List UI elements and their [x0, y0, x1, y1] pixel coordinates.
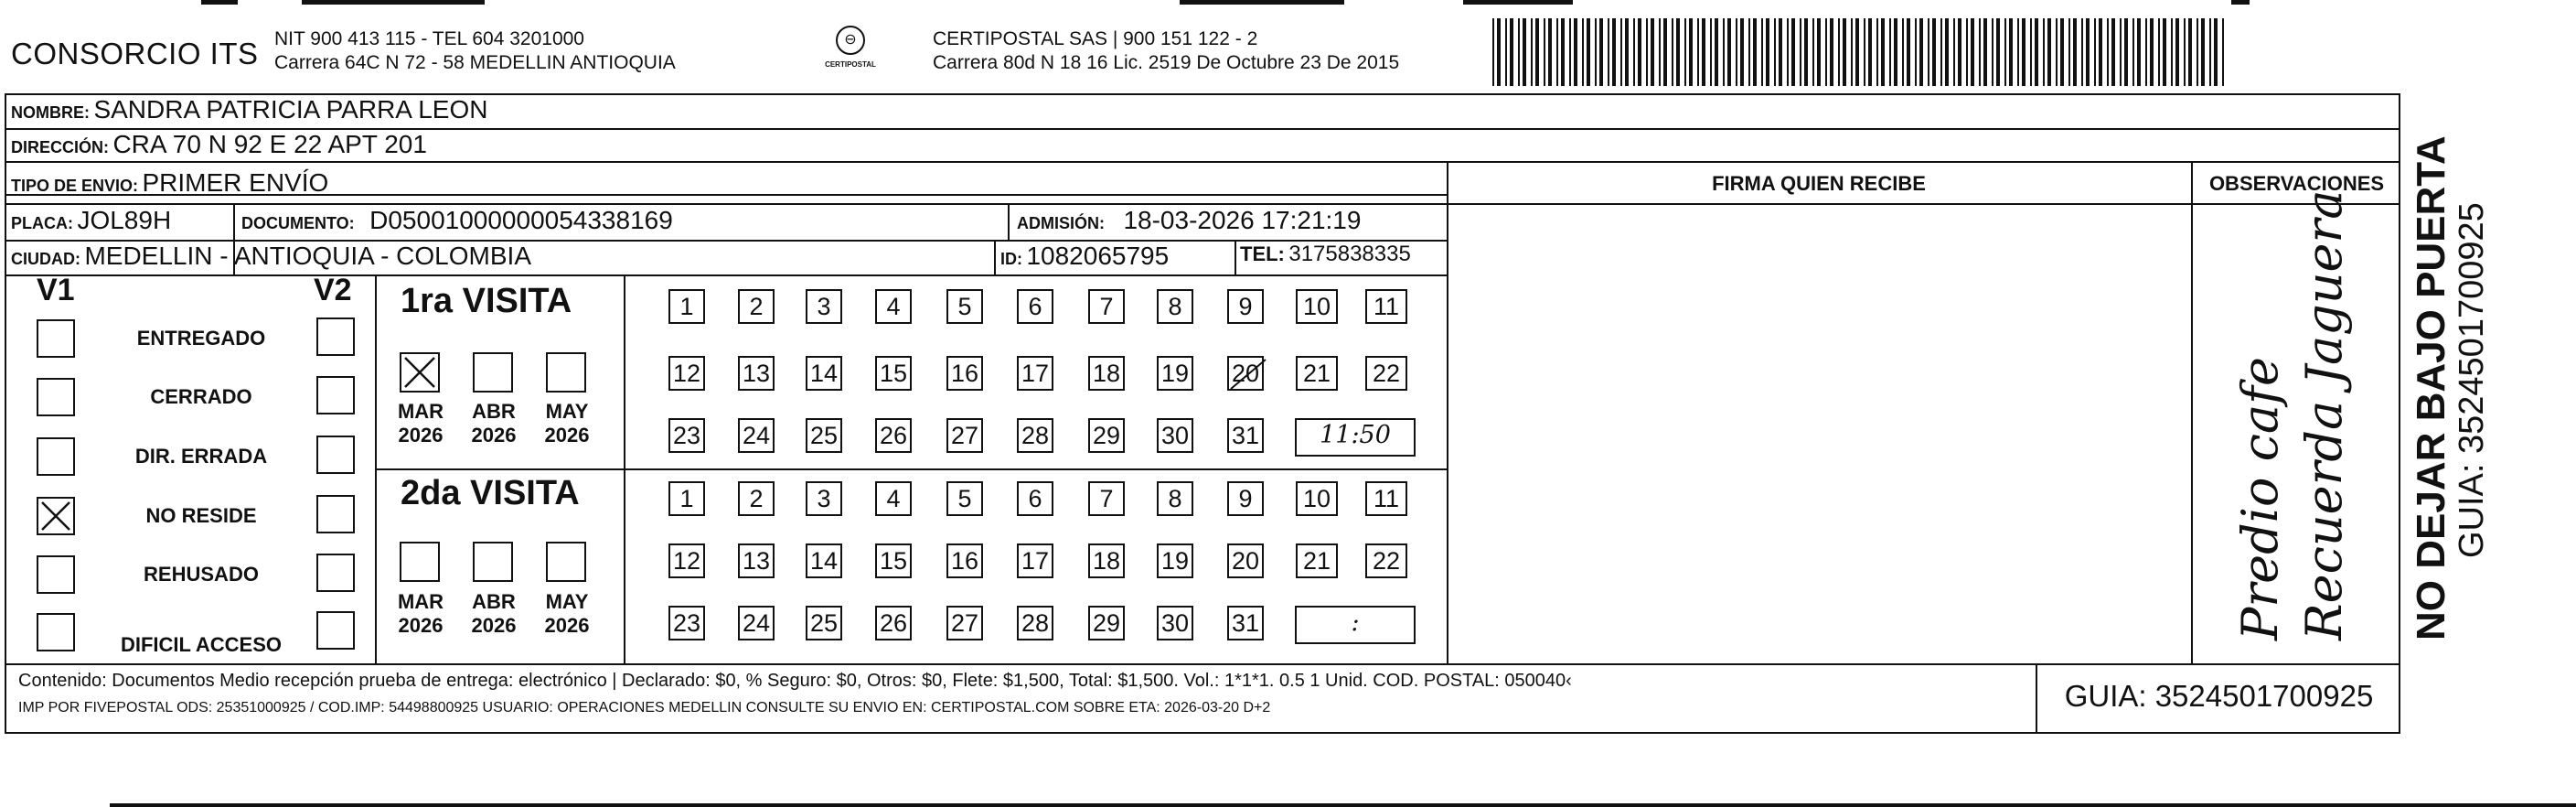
nombre-row: [11, 95, 487, 124]
month-checkbox[interactable]: [546, 542, 586, 582]
month-year: 2026: [471, 614, 517, 637]
day-10[interactable]: 10: [1296, 289, 1338, 324]
barcode-bar: [1868, 18, 1872, 86]
barcode-bar: [1672, 18, 1673, 86]
logo-text: CERTIPOSTAL: [825, 60, 876, 69]
day-7[interactable]: 7: [1088, 481, 1125, 516]
day-17[interactable]: 17: [1017, 543, 1053, 578]
observaciones-handwriting-2: Recuerda Jaguera: [2295, 189, 2353, 640]
barcode-bar: [2047, 18, 2051, 86]
barcode-bar: [1983, 18, 1987, 86]
barcode-bar: [1915, 18, 1917, 86]
day-19[interactable]: 19: [1157, 356, 1193, 391]
barcode-bar: [2099, 18, 2102, 86]
month-checkbox[interactable]: [473, 542, 513, 582]
barcode-bar: [1830, 18, 1833, 86]
documento-value: D05001000000054338169: [369, 206, 673, 234]
barcode-bar: [1510, 18, 1513, 86]
month-checkbox[interactable]: [546, 352, 586, 393]
day-25[interactable]: 25: [806, 418, 842, 453]
day-4[interactable]: 4: [875, 481, 912, 516]
day-26[interactable]: 26: [875, 418, 912, 453]
barcode-bar: [2081, 18, 2083, 86]
barcode-bar: [1556, 18, 1558, 86]
barcode-bar: [1996, 18, 2000, 86]
day-1[interactable]: 1: [668, 289, 705, 324]
nombre-value: SANDRA PATRICIA PARRA LEON: [93, 95, 488, 124]
barcode-bar: [2086, 18, 2090, 86]
company-address: Carrera 64C N 72 - 58 MEDELLIN ANTIOQUIA: [274, 52, 676, 73]
barcode-bar: [1518, 18, 1520, 86]
barcode-bar: [2158, 18, 2160, 86]
barcode-bar: [1817, 18, 1821, 86]
day-9[interactable]: 9: [1227, 481, 1264, 516]
barcode-bar: [1676, 18, 1680, 86]
placa-value: JOL89H: [77, 206, 172, 234]
day-12[interactable]: 12: [668, 356, 705, 391]
v1-label: V1: [37, 273, 75, 307]
barcode-bar: [2107, 18, 2109, 86]
day-29[interactable]: 29: [1088, 606, 1125, 640]
month-name: MAR: [397, 590, 444, 613]
tipo-label: TIPO DE ENVIO:: [11, 177, 139, 195]
month-name: ABR: [472, 400, 516, 423]
day-15[interactable]: 15: [875, 543, 912, 578]
barcode-bar: [1523, 18, 1526, 86]
month-name: ABR: [472, 590, 516, 613]
day-21[interactable]: 21: [1296, 356, 1338, 391]
ciudad-row: [11, 242, 531, 271]
barcode-bar: [1940, 18, 1942, 86]
day-13[interactable]: 13: [738, 543, 775, 578]
day-7[interactable]: 7: [1088, 289, 1125, 324]
barcode-bar: [2209, 18, 2211, 86]
day-24[interactable]: 24: [738, 418, 775, 453]
company-nit: NIT 900 413 115 - TEL 604 3201000: [274, 28, 584, 49]
day-19[interactable]: 19: [1157, 543, 1193, 578]
day-5[interactable]: 5: [946, 289, 983, 324]
status-label: NO RESIDE: [145, 504, 257, 527]
month-label: [389, 590, 453, 638]
month-label: [462, 400, 526, 447]
day-11[interactable]: 11: [1365, 289, 1407, 324]
barcode-bar: [1825, 18, 1827, 86]
barcode-bar: [1902, 18, 1904, 86]
side-warning: NO DEJAR BAJO PUERTA: [2409, 135, 2453, 640]
day-25[interactable]: 25: [806, 606, 842, 640]
barcode-bar: [1710, 18, 1712, 86]
barcode-bar: [2009, 18, 2013, 86]
barcode-bar: [1774, 18, 1776, 86]
day-2[interactable]: 2: [738, 289, 775, 324]
barcode-bar: [2132, 18, 2134, 86]
barcode-bar: [1791, 18, 1795, 86]
barcode-bar: [1945, 18, 1949, 86]
month-name: MAY: [545, 400, 589, 423]
footer-imp: IMP POR FIVEPOSTAL ODS: 25351000925 / COD.IMP: 54498800925 USUARIO: OPERACIONES MEDELLIN CONSULTE SU ENVIO EN: CERTIPOSTAL.COM SOBRE ETA: 2026-03-20 D+2: [18, 700, 1271, 716]
month-label: [535, 590, 599, 638]
barcode-bar: [1548, 18, 1552, 86]
barcode-bar: [1748, 18, 1750, 86]
barcode-bar: [1574, 18, 1577, 86]
barcode-bar: [1651, 18, 1654, 86]
day-15[interactable]: 15: [875, 356, 912, 391]
barcode-bar: [1800, 18, 1801, 86]
certipostal-logo: [814, 26, 887, 81]
month-year: 2026: [398, 614, 444, 637]
direccion-row: [11, 130, 427, 159]
barcode-bar: [1620, 18, 1622, 86]
barcode-bar: [1740, 18, 1744, 86]
barcode-bar: [1958, 18, 1961, 86]
status-label: DIFICIL ACCESO: [120, 633, 282, 656]
day-24[interactable]: 24: [738, 606, 775, 640]
barcode-bar: [1843, 18, 1846, 86]
barcode-bar: [2035, 18, 2038, 86]
id-row: [1000, 242, 1169, 271]
barcode-bar: [2163, 18, 2166, 86]
status-label: ENTREGADO: [136, 327, 266, 350]
time-box[interactable]: :: [1295, 606, 1416, 644]
barcode-bar: [1663, 18, 1667, 86]
barcode-bar: [1727, 18, 1731, 86]
certipostal-address: Carrera 80d N 18 16 Lic. 2519 De Octubre 23 De 2015: [933, 52, 1400, 73]
barcode-bar: [1535, 18, 1539, 86]
barcode-bar: [1608, 18, 1609, 86]
barcode-bar: [2150, 18, 2154, 86]
barcode-bar: [1787, 18, 1789, 86]
barcode-bar: [1838, 18, 1840, 86]
barcode-bar: [1812, 18, 1814, 86]
barcode-bar: [2214, 18, 2218, 86]
barcode-bar: [2022, 18, 2026, 86]
barcode-bar: [1531, 18, 1533, 86]
placa-row: [11, 206, 171, 235]
v2-checkbox[interactable]: [316, 376, 355, 414]
top-edge-marks: [0, 0, 2576, 5]
day-12[interactable]: 12: [668, 543, 705, 578]
observaciones-handwriting-1: Predio cafe: [2231, 357, 2289, 640]
barcode-bar: [1761, 18, 1763, 86]
day-18[interactable]: 18: [1088, 356, 1125, 391]
observaciones-label: OBSERVACIONES: [2208, 172, 2385, 195]
id-label: ID:: [1000, 250, 1022, 268]
v2-checkbox[interactable]: [316, 436, 355, 474]
barcode-bar: [1497, 18, 1501, 86]
day-6[interactable]: 6: [1017, 289, 1053, 324]
status-label: CERRADO: [150, 385, 252, 408]
v1-checkbox[interactable]: [37, 437, 75, 476]
month-label: [462, 590, 526, 638]
barcode-bar: [1855, 18, 1859, 86]
day-1[interactable]: 1: [668, 481, 705, 516]
status-label: REHUSADO: [144, 563, 259, 586]
barcode-bar: [1953, 18, 1955, 86]
v1-checkbox[interactable]: [37, 319, 75, 358]
month-year: 2026: [471, 424, 517, 447]
barcode-bar: [2073, 18, 2077, 86]
barcode-bar: [2120, 18, 2122, 86]
day-17[interactable]: 17: [1017, 356, 1053, 391]
status-label: DIR. ERRADA: [134, 445, 268, 468]
logo-icon: ⊖: [836, 26, 865, 55]
barcode-bar: [1804, 18, 1808, 86]
day-3[interactable]: 3: [806, 481, 842, 516]
tel-value: 3175838335: [1288, 242, 1411, 266]
day-4[interactable]: 4: [875, 289, 912, 324]
month-checkbox[interactable]: [473, 352, 513, 393]
day-26[interactable]: 26: [875, 606, 912, 640]
day-3[interactable]: 3: [806, 289, 842, 324]
day-23[interactable]: 23: [668, 606, 705, 640]
month-year: 2026: [544, 424, 590, 447]
tipo-value: PRIMER ENVÍO: [142, 168, 329, 197]
barcode-bar: [1646, 18, 1648, 86]
barcode-bar: [2004, 18, 2006, 86]
barcode-bar: [1544, 18, 1545, 86]
day-20[interactable]: 20: [1227, 543, 1264, 578]
v1-checkbox[interactable]: [37, 613, 75, 651]
side-guia: GUIA: 3524501700925: [2453, 202, 2491, 558]
certipostal-info: [933, 27, 1399, 75]
barcode-bar: [2124, 18, 2128, 86]
barcode-bar: [1569, 18, 1571, 86]
day-16[interactable]: 16: [946, 356, 983, 391]
id-value: 1082065795: [1026, 242, 1170, 270]
day-8[interactable]: 8: [1157, 289, 1193, 324]
barcode-bar: [1505, 18, 1507, 86]
barcode-bar: [1736, 18, 1737, 86]
day-22[interactable]: 22: [1365, 356, 1407, 391]
day-30[interactable]: 30: [1157, 418, 1193, 453]
barcode-bar: [1966, 18, 1968, 86]
direccion-label: DIRECCIÓN:: [11, 138, 109, 156]
v1-checkbox[interactable]: [37, 497, 75, 535]
day-28[interactable]: 28: [1017, 606, 1053, 640]
tel-row: [1240, 242, 1411, 267]
barcode-bar: [1633, 18, 1635, 86]
barcode-bar: [1864, 18, 1865, 86]
barcode-bar: [1907, 18, 1910, 86]
barcode-bar: [1723, 18, 1725, 86]
day-28[interactable]: 28: [1017, 418, 1053, 453]
barcode-bar: [1881, 18, 1885, 86]
documento-label: DOCUMENTO:: [241, 214, 355, 232]
admision-row: [1017, 206, 1361, 235]
barcode-bar: [1587, 18, 1590, 86]
bottom-edge: [110, 803, 2576, 807]
month-name: MAR: [397, 400, 444, 423]
barcode-bar: [1851, 18, 1853, 86]
barcode-bar: [1561, 18, 1565, 86]
day-31[interactable]: 31: [1227, 606, 1264, 640]
barcode-bar: [1625, 18, 1629, 86]
barcode: [1492, 18, 2224, 86]
time-box[interactable]: 11:50: [1295, 418, 1416, 457]
barcode-bar: [2201, 18, 2205, 86]
barcode-bar: [2060, 18, 2064, 86]
month-checkbox[interactable]: [400, 352, 440, 393]
v2-checkbox[interactable]: [316, 317, 355, 356]
v2-checkbox[interactable]: [316, 611, 355, 650]
barcode-bar: [1684, 18, 1686, 86]
barcode-bar: [1894, 18, 1897, 86]
barcode-bar: [1702, 18, 1705, 86]
month-name: MAY: [545, 590, 589, 613]
day-6[interactable]: 6: [1017, 481, 1053, 516]
admision-value: 18-03-2026 17:21:19: [1123, 206, 1362, 234]
day-18[interactable]: 18: [1088, 543, 1125, 578]
barcode-bar: [1971, 18, 1974, 86]
v1-checkbox[interactable]: [37, 555, 75, 594]
barcode-bar: [2145, 18, 2147, 86]
day-13[interactable]: 13: [738, 356, 775, 391]
certipostal-name: CERTIPOSTAL SAS | 900 151 122 - 2: [933, 28, 1258, 49]
check-x-icon: [38, 499, 73, 533]
barcode-bar: [2184, 18, 2186, 86]
barcode-bar: [1979, 18, 1981, 86]
barcode-bar: [1638, 18, 1641, 86]
ciudad-value: MEDELLIN - ANTIOQUIA - COLOMBIA: [84, 242, 531, 270]
visita1-title: 1ra VISITA: [401, 282, 572, 320]
day-9[interactable]: 9: [1227, 289, 1264, 324]
barcode-bar: [2043, 18, 2045, 86]
ciudad-label: CIUDAD:: [11, 250, 80, 268]
day-27[interactable]: 27: [946, 418, 983, 453]
barcode-bar: [2137, 18, 2141, 86]
day-29[interactable]: 29: [1088, 418, 1125, 453]
day-30[interactable]: 30: [1157, 606, 1193, 640]
v1-checkbox[interactable]: [37, 378, 75, 416]
barcode-bar: [2222, 18, 2224, 86]
barcode-bar: [2094, 18, 2096, 86]
barcode-bar: [1599, 18, 1603, 86]
documento-row: [241, 206, 673, 235]
day-11[interactable]: 11: [1365, 481, 1407, 516]
barcode-bar: [2171, 18, 2173, 86]
month-checkbox[interactable]: [400, 542, 440, 582]
tel-label: TEL:: [1240, 242, 1285, 265]
barcode-bar: [1715, 18, 1718, 86]
barcode-bar: [1766, 18, 1769, 86]
barcode-bar: [1582, 18, 1584, 86]
barcode-bar: [2197, 18, 2198, 86]
barcode-bar: [1595, 18, 1597, 86]
day-20[interactable]: 20: [1227, 356, 1264, 391]
barcode-bar: [1753, 18, 1757, 86]
footer-content: Contenido: Documentos Medio recepción prueba de entrega: electrónico | Declarado: $0, % Seguro: $0, Otros: $0, Flete: $1,500, Total: $1,500. Vol.: 1*1*1. 0.5 1 Unid. COD. POSTAL: 050040‹: [18, 671, 1572, 691]
barcode-bar: [2068, 18, 2070, 86]
company-name: CONSORCIO ITS: [11, 37, 259, 70]
day-31[interactable]: 31: [1227, 418, 1264, 453]
barcode-bar: [2030, 18, 2032, 86]
barcode-bar: [2056, 18, 2058, 86]
company-info: [274, 27, 676, 75]
barcode-bar: [1876, 18, 1878, 86]
day-22[interactable]: 22: [1365, 543, 1407, 578]
day-14[interactable]: 14: [806, 543, 842, 578]
barcode-bar: [1779, 18, 1782, 86]
check-x-icon: [401, 354, 438, 391]
barcode-bar: [1928, 18, 1929, 86]
month-year: 2026: [398, 424, 444, 447]
day-14[interactable]: 14: [806, 356, 842, 391]
day-10[interactable]: 10: [1296, 481, 1338, 516]
day-27[interactable]: 27: [946, 606, 983, 640]
barcode-bar: [1919, 18, 1923, 86]
month-label: [535, 400, 599, 447]
v2-checkbox[interactable]: [316, 554, 355, 592]
month-year: 2026: [544, 614, 590, 637]
admision-label: ADMISIÓN:: [1017, 214, 1105, 232]
day-2[interactable]: 2: [738, 481, 775, 516]
barcode-bar: [1689, 18, 1693, 86]
footer-guia: GUIA: 3524501700925: [2064, 679, 2374, 713]
barcode-bar: [2111, 18, 2115, 86]
v2-label: V2: [314, 273, 352, 307]
nombre-label: NOMBRE:: [11, 103, 90, 122]
barcode-bar: [1612, 18, 1616, 86]
barcode-bar: [1659, 18, 1661, 86]
day-5[interactable]: 5: [946, 481, 983, 516]
month-label: [389, 400, 453, 447]
barcode-bar: [2188, 18, 2192, 86]
day-21[interactable]: 21: [1296, 543, 1338, 578]
day-16[interactable]: 16: [946, 543, 983, 578]
barcode-bar: [2017, 18, 2019, 86]
direccion-value: CRA 70 N 92 E 22 APT 201: [112, 130, 427, 158]
placa-label: PLACA:: [11, 214, 73, 232]
day-8[interactable]: 8: [1157, 481, 1193, 516]
barcode-bar: [1492, 18, 1494, 86]
tipo-row: [11, 168, 328, 198]
visita2-title: 2da VISITA: [401, 474, 580, 512]
barcode-bar: [1932, 18, 1936, 86]
day-23[interactable]: 23: [668, 418, 705, 453]
barcode-bar: [1992, 18, 1993, 86]
barcode-bar: [1697, 18, 1699, 86]
strike-icon: [1229, 358, 1267, 391]
firma-label: FIRMA QUIEN RECIBE: [1712, 172, 1926, 195]
barcode-bar: [2175, 18, 2179, 86]
v2-checkbox[interactable]: [316, 495, 355, 533]
barcode-bar: [1889, 18, 1891, 86]
